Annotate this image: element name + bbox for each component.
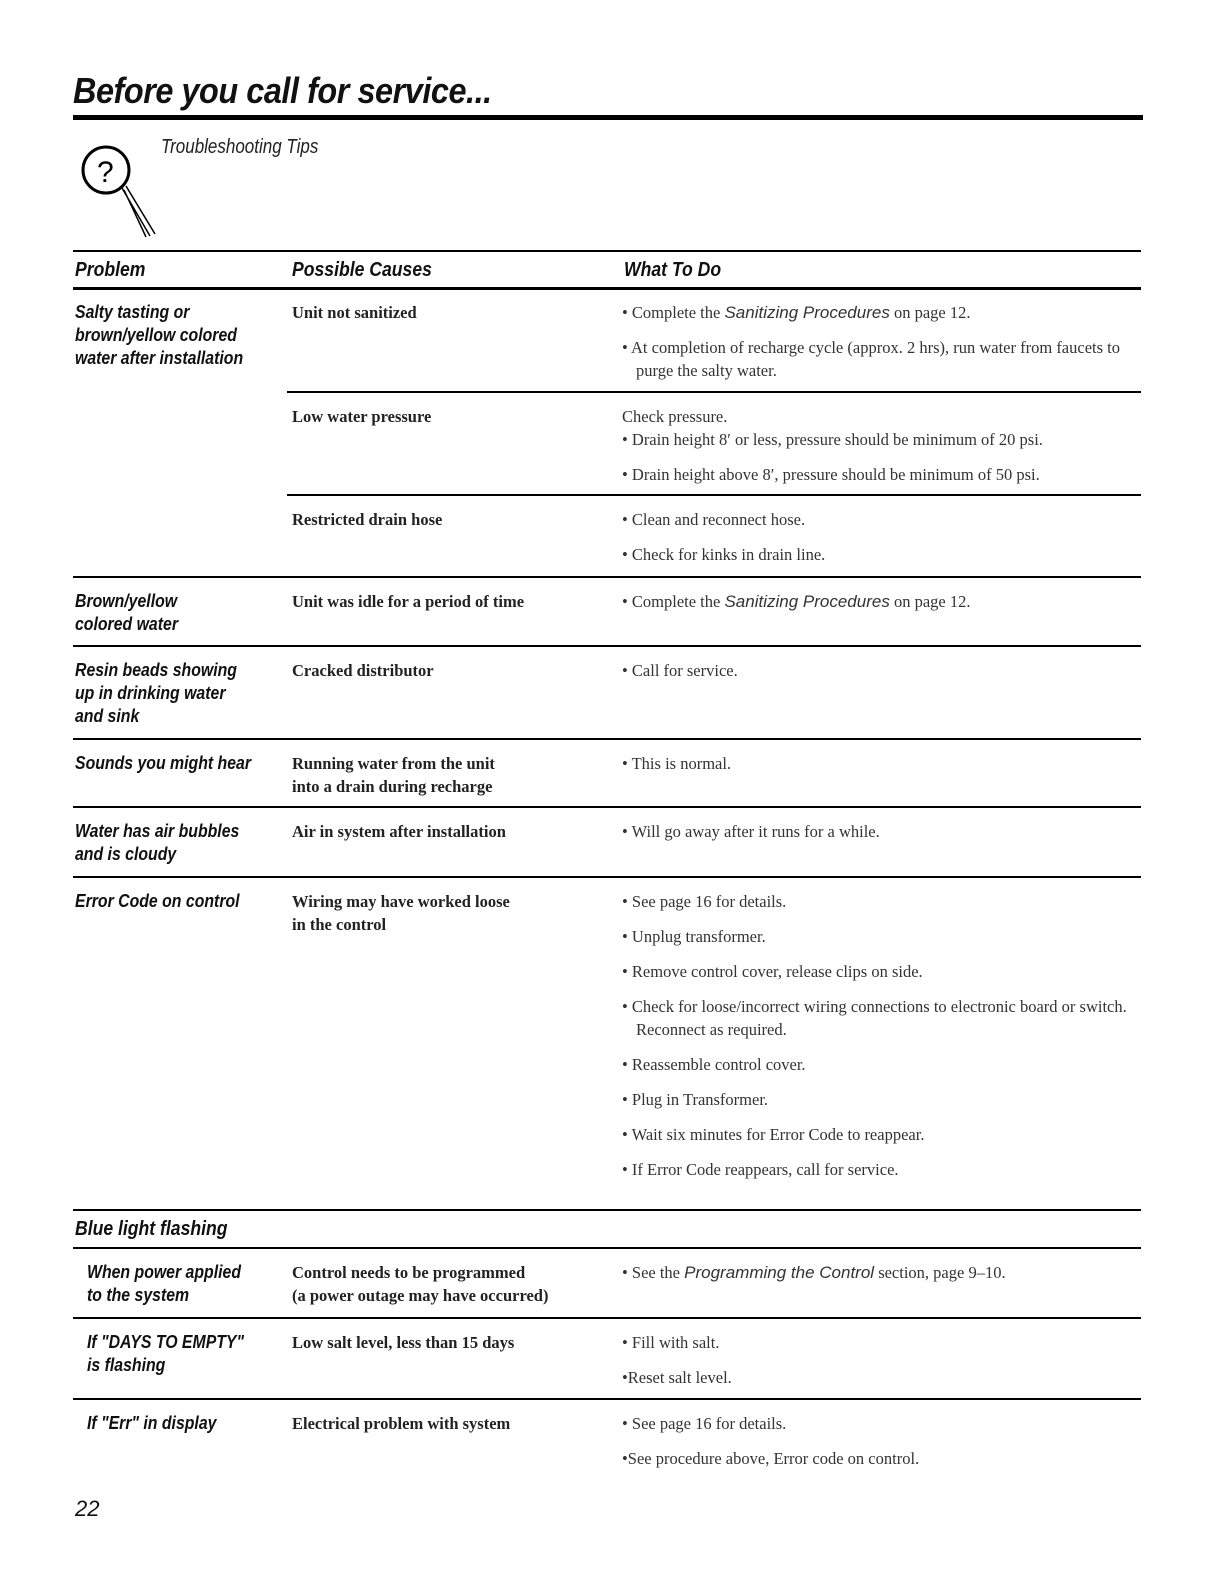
todo-item bbox=[622, 590, 1142, 613]
divider bbox=[73, 876, 1141, 878]
table-header bbox=[73, 250, 1141, 290]
todo-item bbox=[622, 405, 1142, 428]
todo-text: • Fill with salt. bbox=[622, 1333, 720, 1352]
reference-text: Sanitizing Procedures bbox=[724, 303, 890, 322]
todo-item bbox=[622, 543, 1142, 566]
todo-list bbox=[622, 890, 1142, 1193]
problem-text: Salty tasting or brown/yellow colored water after installation bbox=[75, 302, 244, 368]
divider bbox=[73, 1247, 1141, 1249]
cause-text: Wiring may have worked loose in the control bbox=[292, 892, 510, 934]
todo-item bbox=[622, 752, 1142, 775]
cause-text: Running water from the unit into a drain during recharge bbox=[292, 754, 495, 796]
todo-text: • Clean and reconnect hose. bbox=[622, 510, 806, 529]
todo-text: Check pressure. bbox=[622, 407, 728, 426]
cause-text: Air in system after installation bbox=[292, 822, 506, 841]
todo-list bbox=[622, 820, 1142, 855]
todo-text: • Complete the bbox=[622, 592, 725, 611]
todo-text: • Unplug transformer. bbox=[622, 927, 766, 946]
todo-text: • Wait six minutes for Error Code to reappear. bbox=[622, 1125, 925, 1144]
cause-text: Unit was idle for a period of time bbox=[292, 592, 525, 611]
todo-item bbox=[622, 463, 1142, 486]
todo-item bbox=[622, 1088, 1142, 1111]
todo-text: • If Error Code reappears, call for service. bbox=[622, 1160, 899, 1179]
header-problem: Problem bbox=[75, 259, 146, 281]
page-number: 22 bbox=[75, 1496, 100, 1521]
todo-item bbox=[622, 820, 1142, 843]
todo-text: • Reassemble control cover. bbox=[622, 1055, 806, 1074]
problem-text: If "DAYS TO EMPTY" is flashing bbox=[87, 1332, 245, 1375]
reference-text: Sanitizing Procedures bbox=[724, 592, 890, 611]
problem-text: Sounds you might hear bbox=[75, 753, 252, 773]
todo-item bbox=[622, 925, 1142, 948]
todo-text: • At completion of recharge cycle (approx. 2 hrs), run water from faucets to purge the salty water. bbox=[622, 338, 1120, 380]
divider bbox=[73, 1398, 1141, 1400]
todo-list bbox=[622, 590, 1142, 625]
todo-text: • Remove control cover, release clips on side. bbox=[622, 962, 923, 981]
todo-text: • See the bbox=[622, 1263, 685, 1282]
todo-item bbox=[622, 995, 1142, 1041]
section-subtitle: Troubleshooting Tips bbox=[161, 136, 319, 158]
divider bbox=[73, 645, 1141, 647]
header-causes: Possible Causes bbox=[292, 259, 432, 281]
todo-list bbox=[622, 508, 1142, 578]
cause-text: Control needs to be programmed (a power outage may have occurred) bbox=[292, 1263, 549, 1305]
todo-item bbox=[622, 1412, 1142, 1435]
todo-list bbox=[622, 301, 1142, 394]
todo-item bbox=[622, 1053, 1142, 1076]
todo-item bbox=[622, 1366, 1142, 1389]
todo-text: on page 12. bbox=[889, 592, 971, 611]
todo-item bbox=[622, 1447, 1142, 1470]
todo-text: • Drain height 8′ or less, pressure should be minimum of 20 psi. bbox=[622, 430, 1043, 449]
todo-list bbox=[622, 752, 1142, 787]
todo-text: •See procedure above, Error code on control. bbox=[622, 1449, 920, 1468]
problem-text: Brown/yellow colored water bbox=[75, 591, 179, 634]
divider bbox=[73, 576, 1141, 578]
magnifier-question-icon bbox=[80, 140, 170, 240]
cause-text: Unit not sanitized bbox=[292, 303, 417, 322]
divider bbox=[287, 494, 1141, 496]
svg-text:?: ? bbox=[97, 156, 114, 189]
divider bbox=[73, 738, 1141, 740]
cause-text: Low water pressure bbox=[292, 407, 432, 426]
todo-item bbox=[622, 428, 1142, 451]
todo-text: • Check for kinks in drain line. bbox=[622, 545, 826, 564]
todo-item bbox=[622, 301, 1142, 324]
todo-item bbox=[622, 508, 1142, 531]
header-todo: What To Do bbox=[624, 259, 722, 281]
problem-text: If "Err" in display bbox=[87, 1413, 217, 1433]
todo-text: • This is normal. bbox=[622, 754, 732, 773]
cause-text: Electrical problem with system bbox=[292, 1414, 511, 1433]
todo-list bbox=[622, 1331, 1142, 1401]
todo-text: • Call for service. bbox=[622, 661, 738, 680]
problem-text: Error Code on control bbox=[75, 891, 240, 911]
todo-text: section, page 9–10. bbox=[874, 1263, 1006, 1282]
todo-item bbox=[622, 1261, 1142, 1284]
todo-item bbox=[622, 1331, 1142, 1354]
group-title: Blue light flashing bbox=[75, 1218, 228, 1240]
todo-text: • See page 16 for details. bbox=[622, 1414, 787, 1433]
divider bbox=[73, 287, 1141, 289]
todo-item bbox=[622, 336, 1142, 382]
todo-text: • Drain height above 8′, pressure should be minimum of 50 psi. bbox=[622, 465, 1040, 484]
problem-text: Resin beads showing up in drinking water and sink bbox=[75, 660, 237, 726]
todo-text: • See page 16 for details. bbox=[622, 892, 787, 911]
todo-item bbox=[622, 1123, 1142, 1146]
todo-list bbox=[622, 1412, 1142, 1482]
todo-item bbox=[622, 659, 1142, 682]
todo-list bbox=[622, 1261, 1142, 1296]
todo-item bbox=[622, 960, 1142, 983]
todo-text: • Plug in Transformer. bbox=[622, 1090, 769, 1109]
cause-text: Cracked distributor bbox=[292, 661, 434, 680]
reference-text: Programming the Control bbox=[684, 1263, 875, 1282]
divider bbox=[287, 391, 1141, 393]
todo-text: on page 12. bbox=[889, 303, 971, 322]
divider bbox=[73, 1209, 1141, 1211]
page-title: Before you call for service... bbox=[73, 70, 492, 111]
problem-text: When power applied to the system bbox=[87, 1262, 242, 1305]
todo-list bbox=[622, 405, 1142, 498]
todo-list bbox=[622, 659, 1142, 694]
todo-text: • Will go away after it runs for a while. bbox=[622, 822, 880, 841]
cause-text: Restricted drain hose bbox=[292, 510, 443, 529]
todo-text: •Reset salt level. bbox=[622, 1368, 732, 1387]
todo-text: • Complete the bbox=[622, 303, 725, 322]
cause-text: Low salt level, less than 15 days bbox=[292, 1333, 515, 1352]
todo-text: • Check for loose/incorrect wiring connections to electronic board or switch. Reconnect as required. bbox=[622, 997, 1127, 1039]
problem-text: Water has air bubbles and is cloudy bbox=[75, 821, 240, 864]
divider bbox=[73, 806, 1141, 808]
divider bbox=[73, 1317, 1141, 1319]
todo-item bbox=[622, 1158, 1142, 1181]
title-rule bbox=[73, 115, 1143, 120]
todo-item bbox=[622, 890, 1142, 913]
